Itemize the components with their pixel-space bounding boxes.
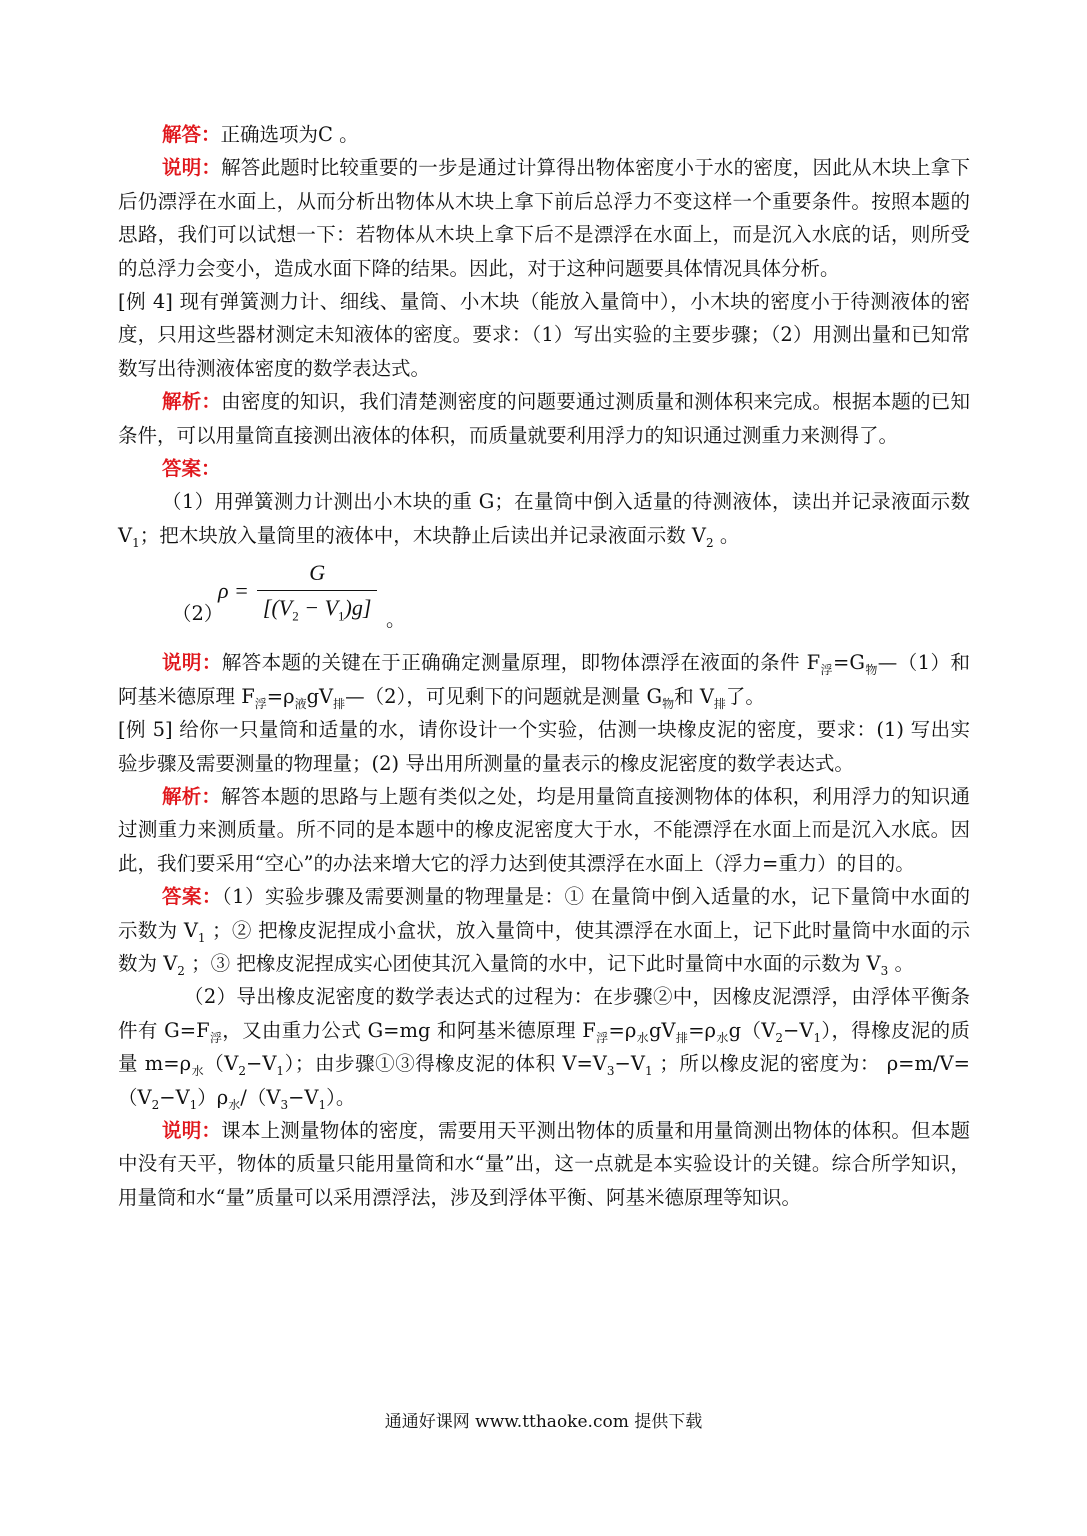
- note-paragraph-1: [118, 151, 970, 285]
- formula-fraction: [257, 560, 378, 624]
- formula-rho: ρ =: [218, 577, 249, 603]
- example-4-question: [例 4] 现有弹簧测力计、细线、量筒、小木块（能放入量筒中），小木块的密度小于待测液体的密度，只用这些器材测定未知液体的密度。要求：（1）写出实验的主要步骤；（2）用测出量和已知常数写出待测液体密度的数学表达式。: [118, 290, 970, 380]
- analysis-label: 解析：: [162, 784, 222, 808]
- answer-paragraph-3: 答案：（1）实验步骤及需要测量的物理量是：① 在量筒中倒入适量的水，记下量筒中水面的示数为 $V_1$ ；② 把橡皮泥捏成小盒状，放入量筒中，使其漂浮在水面上，记下此时量筒中水面的示数为 $V_2$ ；③ 把橡皮泥捏成实心团使其沉入量筒的水中，记下此时量筒中水面的示数为 $V_3$ 。: [118, 885, 970, 978]
- formula-numerator: G: [309, 560, 326, 586]
- document-body: [118, 118, 970, 1214]
- page-footer: 通通好课网 www.tthaoke.com 提供下载: [384, 1412, 703, 1432]
- answer-label: 答案：: [162, 457, 221, 481]
- formula-number: （2）: [172, 602, 224, 626]
- derivation-paragraph: （2）导出橡皮泥密度的数学表达式的过程为：在步骤②中，因橡皮泥漂浮，由浮体平衡条件有 $G=F_浮$，又由重力公式 G=mg 和阿基米德原理 $F_浮=\rho_水gV_排=\rho_水g(V_2-V_1)$，得橡皮泥的质量 $m=\rho_水(V_2-V_1)$；由步骤①③得橡皮泥的体积 $V=V_3-V_1$ ；所以橡皮泥的密度为： $\rho=m/V=(V_2-V_1)\rho_水/(V_3-V_1)$。: [118, 985, 970, 1112]
- answer-label: 答案：: [162, 885, 222, 909]
- formula-denominator: $[(V_2 - V_1)g]$: [257, 590, 378, 621]
- analysis-text: 解答本题的思路与上题有类似之处，均是用量筒直接测物体的体积，利用浮力的知识通过测重力来测质量。所不同的是本题中的橡皮泥密度大于水，不能漂浮在水面上而是沉入水底。因此，我们要采用“空心”的办法来增大它的浮力达到使其漂浮在水面上（浮力=重力）的目的。: [118, 784, 970, 875]
- note-text: 解答此题时比较重要的一步是通过计算得出物体密度小于水的密度，因此从木块上拿下后仍漂浮在水面上，从而分析出物体从木块上拿下前后总浮力不变这样一个重要条件。按照本题的思路，我们可以试想一下：若物体从木块上拿下后不是漂浮在水面上，而是沉入水底的话，则所受的总浮力会变小，造成水面下降的结果。因此，对于这种问题要具体情况具体分析。: [118, 156, 970, 280]
- analysis-text: 由密度的知识，我们清楚测密度的问题要通过测质量和测体积来完成。根据本题的已知条件，可以用量筒直接测出液体的体积，而质量就要利用浮力的知识通过测重力来测得了。: [118, 390, 970, 447]
- note-paragraph-2: 说明：解答本题的关键在于正确确定测量原理，即物体漂浮在液面的条件 $F_浮=G_物—(1)$和阿基米德原理 $F_浮=\rho_液gV_排—(2)$，可见剩下的问题就是测量 $G_物$和 $V_排$了。: [118, 651, 970, 711]
- analysis-paragraph-1: [118, 385, 970, 452]
- answer-paragraph-1: [118, 118, 970, 151]
- formula-expression: [218, 560, 377, 624]
- answer-heading-2: [118, 452, 970, 485]
- analysis-label: 解析：: [162, 390, 222, 414]
- answer-text: 正确选项为C 。: [220, 123, 359, 146]
- formula-period: 。: [386, 608, 406, 632]
- density-formula: [118, 560, 970, 636]
- analysis-paragraph-2: [118, 780, 970, 880]
- answer-label: 解答：: [162, 123, 221, 146]
- note-paragraph-3: [118, 1114, 970, 1214]
- answer-step-1: （1）用弹簧测力计测出小木块的重 G；在量筒中倒入适量的待测液体，读出并记录液面示数 $V_1$；把木块放入量筒里的液体中，木块静止后读出并记录液面示数 $V_2$ 。: [118, 490, 970, 550]
- example-5-question: [例 5] 给你一只量筒和适量的水，请你设计一个实验，估测一块橡皮泥的密度，要求：(1) 写出实验步骤及需要测量的物理量；(2) 导出用所测量的量表示的橡皮泥密度的数学表达式。: [118, 718, 970, 775]
- note-label: 说明：: [162, 651, 222, 675]
- note-label: 说明：: [162, 1118, 222, 1142]
- note-label: 说明：: [162, 156, 222, 180]
- note-text: 课本上测量物体的密度，需要用天平测出物体的质量和用量筒测出物体的体积。但本题中没有天平，物体的质量只能用量筒和水“量”出，这一点就是本实验设计的关键。综合所学知识，用量筒和水“量”质量可以采用漂浮法，涉及到浮体平衡、阿基米德原理等知识。: [118, 1118, 970, 1209]
